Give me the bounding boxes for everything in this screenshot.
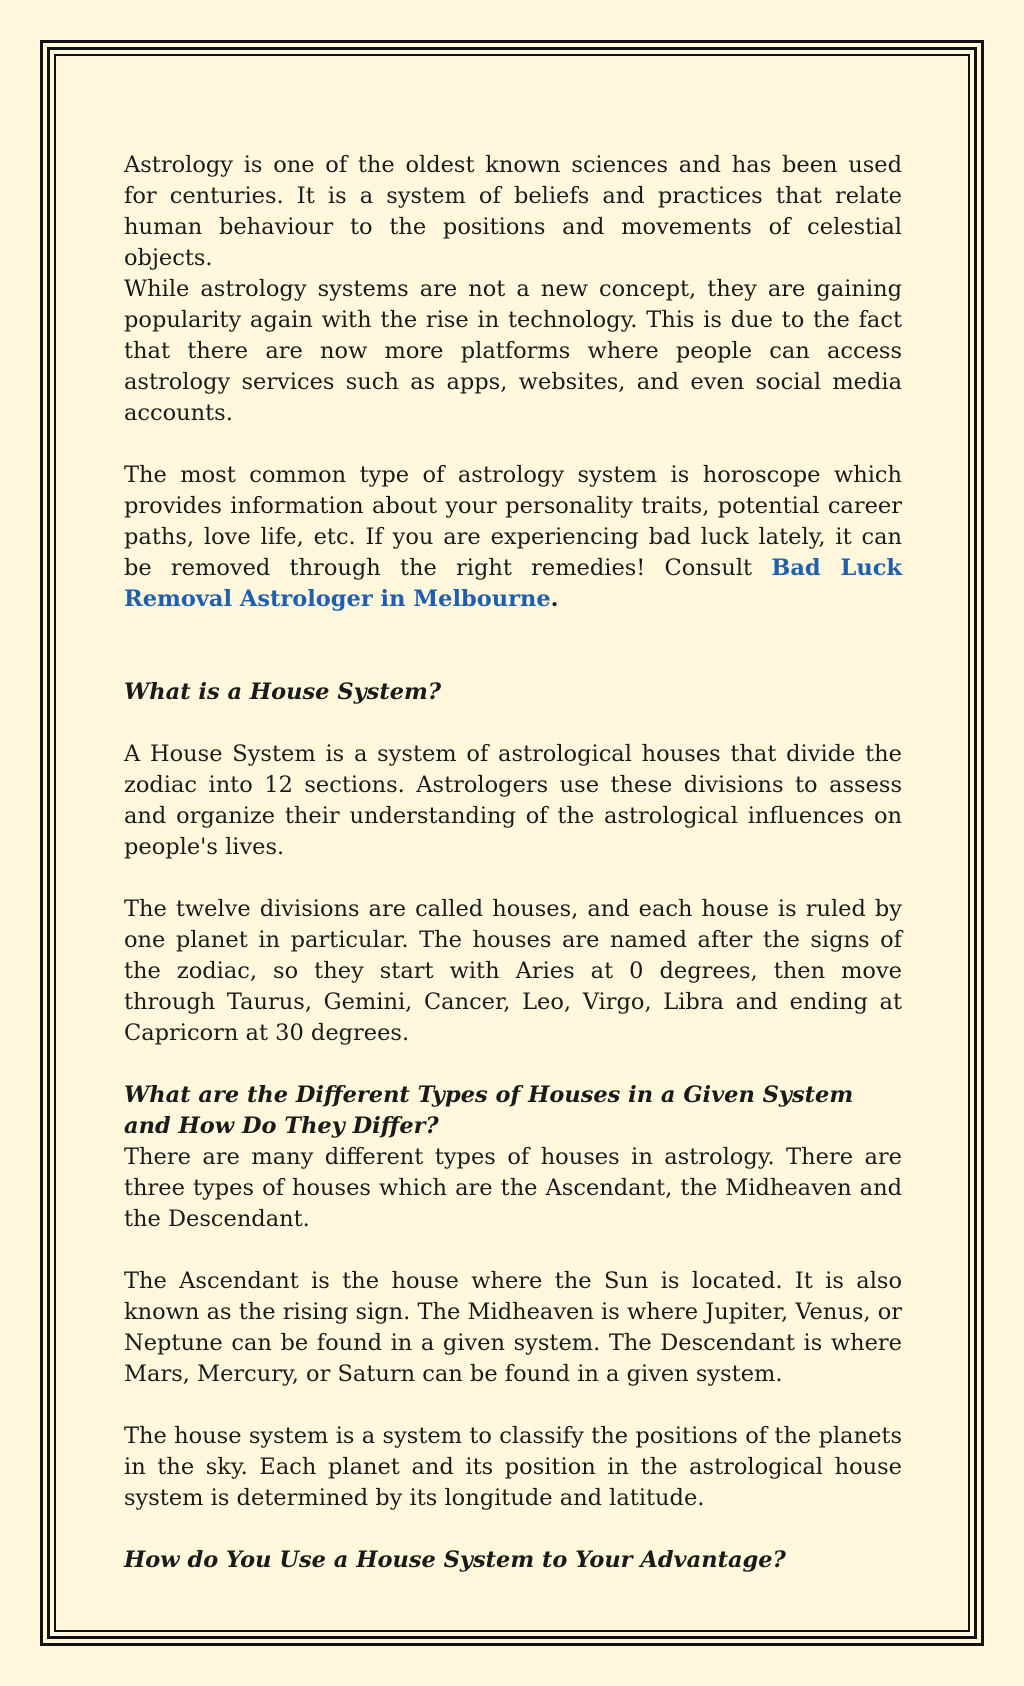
intro-paragraph: Astrology is one of the oldest known sciences and has been used for centuries. It is a system of beliefs and practices that relate human behaviour to the positions and movements of celestial objects. (124, 152, 902, 271)
horoscope-paragraph (124, 460, 902, 615)
horoscope-text: The most common type of astrology system is horoscope which provides information about your personality traits, potential career paths, love life, etc. If you are experiencing bad luck lately, it can be removed through the right remedies! Consult (124, 462, 902, 581)
twelve-divisions-paragraph: The twelve divisions are called houses, and each house is ruled by one planet in particular. The houses are named after the signs of the zodiac, so they start with Aries at 0 degrees, then move through Taurus, Gemini, Cancer, Leo, Virgo, Libra and ending at Capricorn at 30 degrees. (124, 896, 902, 1046)
heading-use-house-system: How do You Use a House System to Your Advantage? (124, 1547, 786, 1573)
article-body (124, 150, 902, 1576)
technology-paragraph: While astrology systems are not a new concept, they are gaining popularity again with the rise in technology. This is due to the fact that there are now more platforms where people can access astrology services such as apps, websites, and even social media accounts. (124, 276, 902, 426)
house-types-paragraph: There are many different types of houses in astrology. There are three types of houses which are the Ascendant, the Midheaven and the Descendant. (124, 1144, 902, 1232)
house-system-definition-paragraph: A House System is a system of astrological houses that divide the zodiac into 12 sections. Astrologers use these divisions to assess and organize their understanding of the astrological influences on people's lives. (124, 741, 902, 860)
heading-types-of-houses: What are the Different Types of Houses in a Given System and How Do They Differ? (124, 1082, 854, 1139)
ascendant-paragraph: The Ascendant is the house where the Sun is located. It is also known as the rising sign. The Midheaven is where Jupiter, Venus, or Neptune can be found in a given system. The Descendant is where Mars, Mercury, or Saturn can be found in a given system. (124, 1268, 902, 1387)
classification-paragraph: The house system is a system to classify the positions of the planets in the sky. Each planet and its position in the astrological house system is determined by its longitude and latitude. (124, 1423, 902, 1511)
horoscope-period: . (550, 586, 559, 612)
heading-what-is-house-system: What is a House System? (124, 679, 442, 705)
bad-luck-astrologer-link[interactable]: Bad Luck Removal Astrologer in Melbourne (124, 555, 903, 612)
